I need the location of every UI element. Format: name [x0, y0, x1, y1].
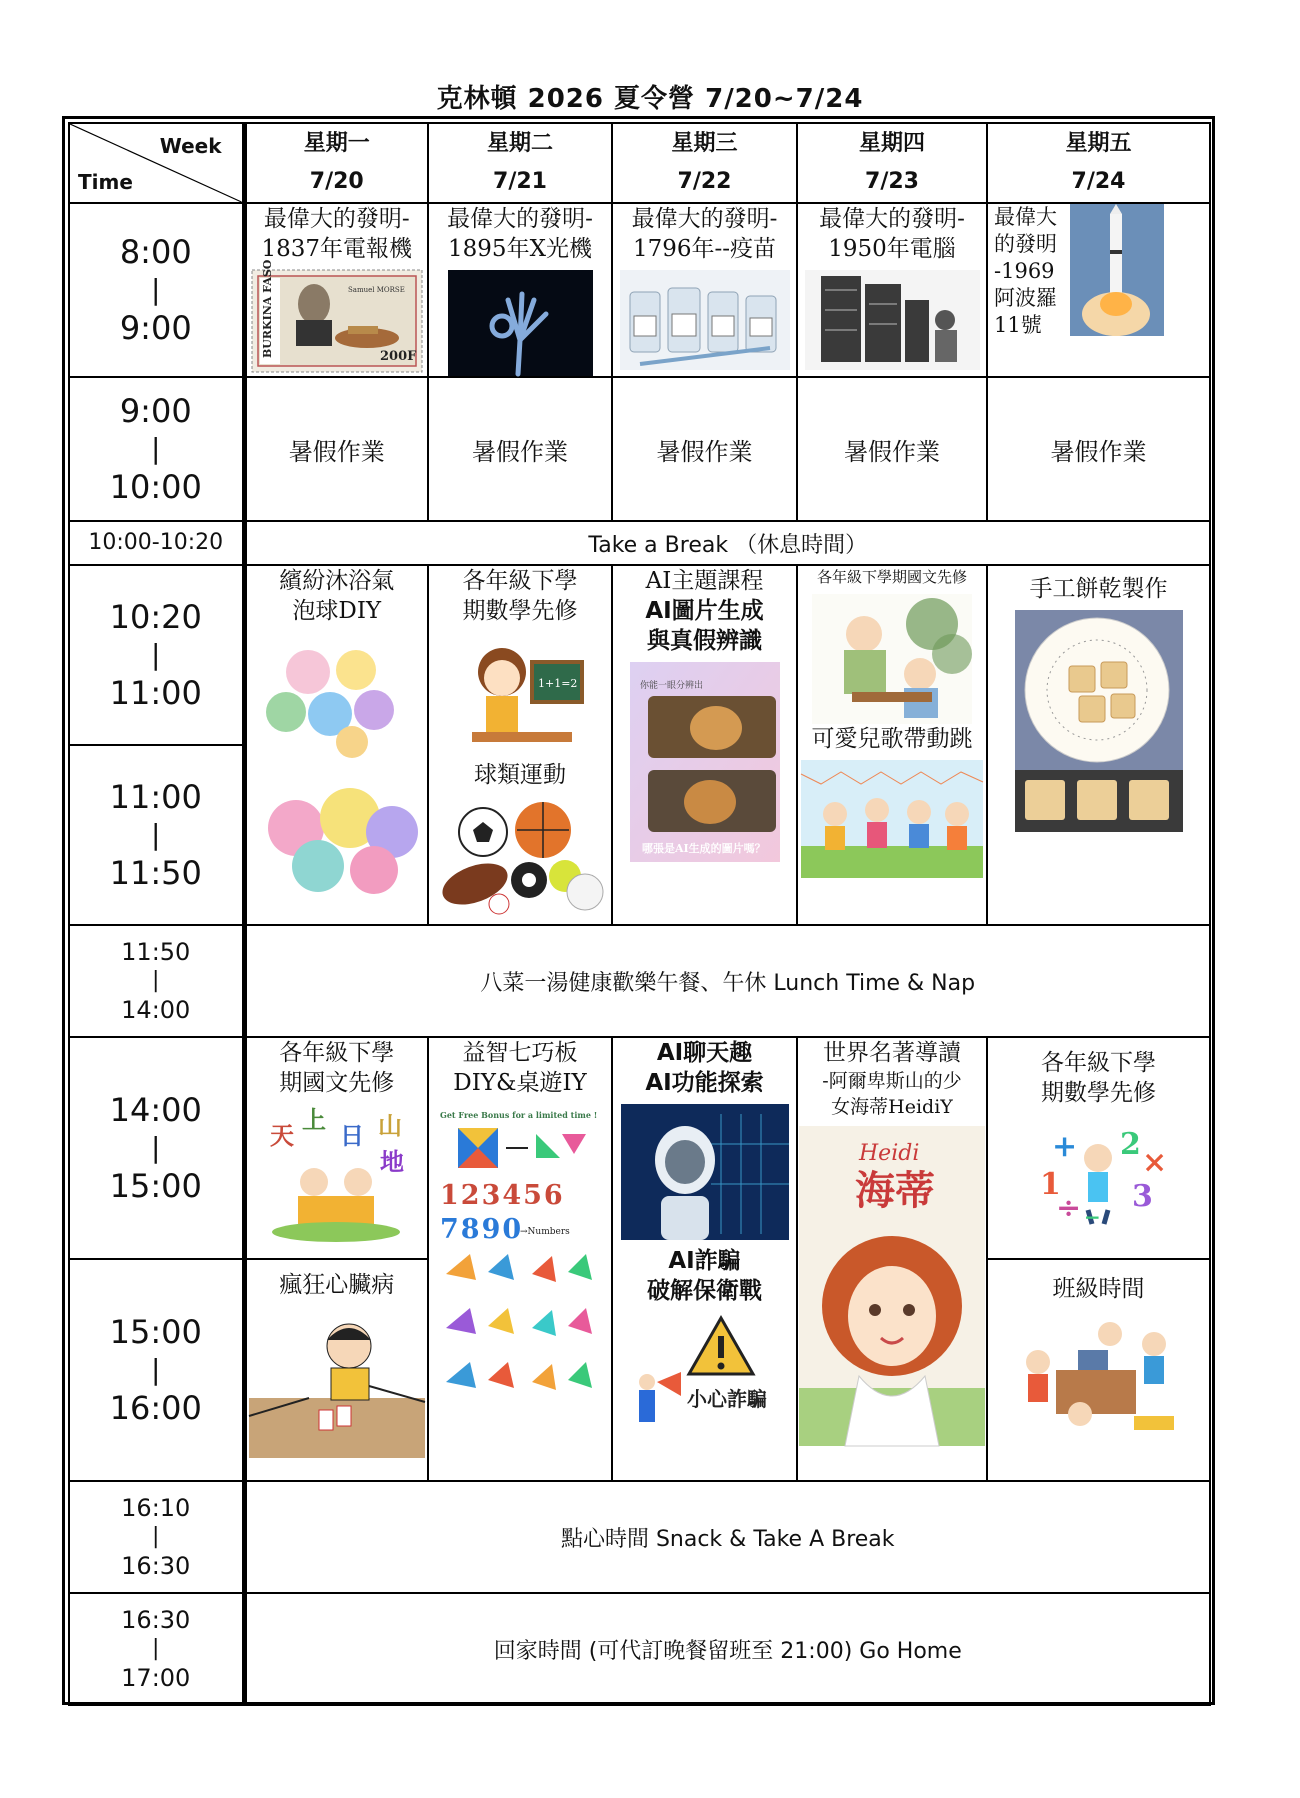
day-header-mon: 星期一 7/20 [244, 123, 428, 203]
svg-text:7890: 7890 [440, 1214, 524, 1245]
svg-text:日: 日 [339, 1121, 364, 1150]
telegraph-stamp-image [252, 259, 422, 372]
svg-text:Heidi: Heidi [859, 1141, 920, 1166]
activity-mon-chinese: 各年級下學 期國文先修 天 上 日 山 地 [244, 1037, 428, 1259]
time-11-1150: 11:00 | 11:50 [69, 745, 244, 925]
tangram-poster-image [436, 1104, 604, 1404]
svg-text:海蒂: 海蒂 [855, 1167, 935, 1214]
activity-mon-bathbomb: 繽紛沐浴氣 泡球DIY [244, 565, 428, 925]
day-header-thu: 星期四 7/23 [797, 123, 987, 203]
activity-thu-chinese-dance: 各年級下學期國文先修 可愛兒歌帶動跳 [797, 565, 987, 925]
time-10-1020: 10:00-10:20 [69, 521, 244, 565]
activity-wed-ai-image: AI主題課程 AI圖片生成 與真假辨識 你能一眼分辨出 哪張是AI生成的圖片嗎？ [612, 565, 797, 925]
math-boy-image [1034, 1114, 1167, 1229]
bath-bomb-image [252, 632, 422, 902]
go-home-row: 回家時間 (可代訂晚餐留班至 21:00) Go Home [244, 1593, 1210, 1705]
svg-text:BURKINA FASO: BURKINA FASO [260, 259, 274, 358]
svg-text:1+1=2: 1+1=2 [538, 677, 578, 690]
vaccine-vials-image [620, 270, 790, 370]
time-8-9: 8:00 | 9:00 [69, 203, 244, 377]
xray-hand-image [448, 270, 593, 376]
svg-text:Get Free Bonus for a limited t: Get Free Bonus for a limited time ! [440, 1110, 598, 1120]
kids-reading-image [262, 1104, 412, 1244]
homework-thu: 暑假作業 [797, 377, 987, 521]
activity-fri-invention: 最偉大 的發明 -1969 阿波羅 11號 [987, 203, 1210, 377]
ai-dog-quiz-image [630, 662, 780, 862]
schedule-table [68, 122, 1211, 1706]
svg-text:哪張是AI生成的圖片嗎？: 哪張是AI生成的圖片嗎？ [641, 842, 766, 855]
card-game-image [249, 1306, 425, 1458]
activity-mon-invention: 最偉大的發明- 1837年電報機 BURKINA FASO Samuel MORSE 200F [244, 203, 428, 377]
math-girl-image [452, 632, 588, 760]
class-time-image [1014, 1310, 1184, 1440]
svg-text:→Numbers: →Numbers [520, 1227, 570, 1237]
time-label: Time [78, 170, 133, 194]
time-1020-11: 10:20 | 11:00 [69, 565, 244, 745]
sports-balls-image [435, 796, 605, 914]
activity-wed-invention: 最偉大的發明- 1796年--疫苗 [612, 203, 797, 377]
lunch-row: 八菜一湯健康歡樂午餐、午休 Lunch Time & Nap [244, 925, 1210, 1037]
kids-dancing-image [801, 760, 983, 878]
svg-text:200F: 200F [379, 349, 417, 364]
svg-text:上: 上 [301, 1105, 326, 1134]
page-title: 克林頓 2026 夏令營 7/20~7/24 [436, 84, 864, 114]
day-header-wed: 星期三 7/22 [612, 123, 797, 203]
homework-mon: 暑假作業 [244, 377, 428, 521]
ai-robot-image [621, 1104, 789, 1240]
activity-fri-cookies: 手工餅乾製作 [987, 565, 1210, 925]
header-row [69, 123, 1210, 203]
cookies-image [1015, 610, 1183, 832]
activity-fri-class-time: 班級時間 [987, 1259, 1210, 1481]
week-label: Week [159, 134, 222, 158]
svg-text:小心詐騙: 小心詐騙 [686, 1387, 767, 1411]
time-1610-1630: 16:10 | 16:30 [69, 1481, 244, 1593]
apollo-rocket-image [1070, 204, 1164, 336]
svg-text:你能一眼分辨出: 你能一眼分辨出 [639, 681, 703, 691]
svg-text:3: 3 [1131, 1179, 1153, 1214]
activity-tue-math-sports: 各年級下學 期數學先修 1+1=2 球類運動 [428, 565, 612, 925]
svg-text:−: − [1083, 1205, 1101, 1229]
day-header-tue: 星期二 7/21 [428, 123, 612, 203]
time-1630-17: 16:30 | 17:00 [69, 1593, 244, 1705]
homework-wed: 暑假作業 [612, 377, 797, 521]
corner-cell [69, 123, 244, 203]
svg-text:+: + [1051, 1129, 1077, 1164]
homework-tue: 暑假作業 [428, 377, 612, 521]
activity-fri-math: 各年級下學 期數學先修 + 2 × 1 3 ÷ − [987, 1037, 1210, 1259]
fraud-warning-icon [625, 1312, 785, 1428]
activity-tue-tangram: 益智七巧板 DIY&桌遊IY Get Free Bonus for a limited time ! 123456 7890 →Numbers [428, 1037, 612, 1481]
svg-text:÷: ÷ [1055, 1191, 1081, 1226]
computer-1950-image [805, 270, 980, 370]
svg-text:1: 1 [1039, 1167, 1061, 1202]
time-14-15: 14:00 | 15:00 [69, 1037, 244, 1259]
snack-row: 點心時間 Snack & Take A Break [244, 1481, 1210, 1593]
svg-text:地: 地 [379, 1147, 404, 1176]
break-row: Take a Break （休息時間） [244, 521, 1210, 565]
homework-fri: 暑假作業 [987, 377, 1210, 521]
time-15-16: 15:00 | 16:00 [69, 1259, 244, 1481]
svg-text:×: × [1141, 1145, 1167, 1180]
day-header-fri: 星期五 7/24 [987, 123, 1210, 203]
chinese-scholars-image [812, 594, 972, 724]
activity-thu-invention: 最偉大的發明- 1950年電腦 [797, 203, 987, 377]
activity-wed-ai-chat: AI聊天趣 AI功能探索 AI詐騙 破解保衛戰 小心詐騙 [612, 1037, 797, 1481]
svg-text:Samuel MORSE: Samuel MORSE [347, 286, 405, 294]
time-9-10: 9:00 | 10:00 [69, 377, 244, 521]
svg-text:天: 天 [269, 1121, 294, 1150]
activity-mon-card-game: 瘋狂心臟病 [244, 1259, 428, 1481]
time-1150-14: 11:50 | 14:00 [69, 925, 244, 1037]
heidi-book-cover-image [799, 1126, 985, 1446]
svg-text:2: 2 [1119, 1127, 1141, 1162]
svg-text:山: 山 [377, 1111, 402, 1140]
svg-text:123456: 123456 [440, 1180, 565, 1211]
activity-tue-invention: 最偉大的發明- 1895年X光機 [428, 203, 612, 377]
activity-thu-heidi: 世界名著導讀 -阿爾卑斯山的少 女海蒂HeidiY Heidi 海蒂 [797, 1037, 987, 1481]
